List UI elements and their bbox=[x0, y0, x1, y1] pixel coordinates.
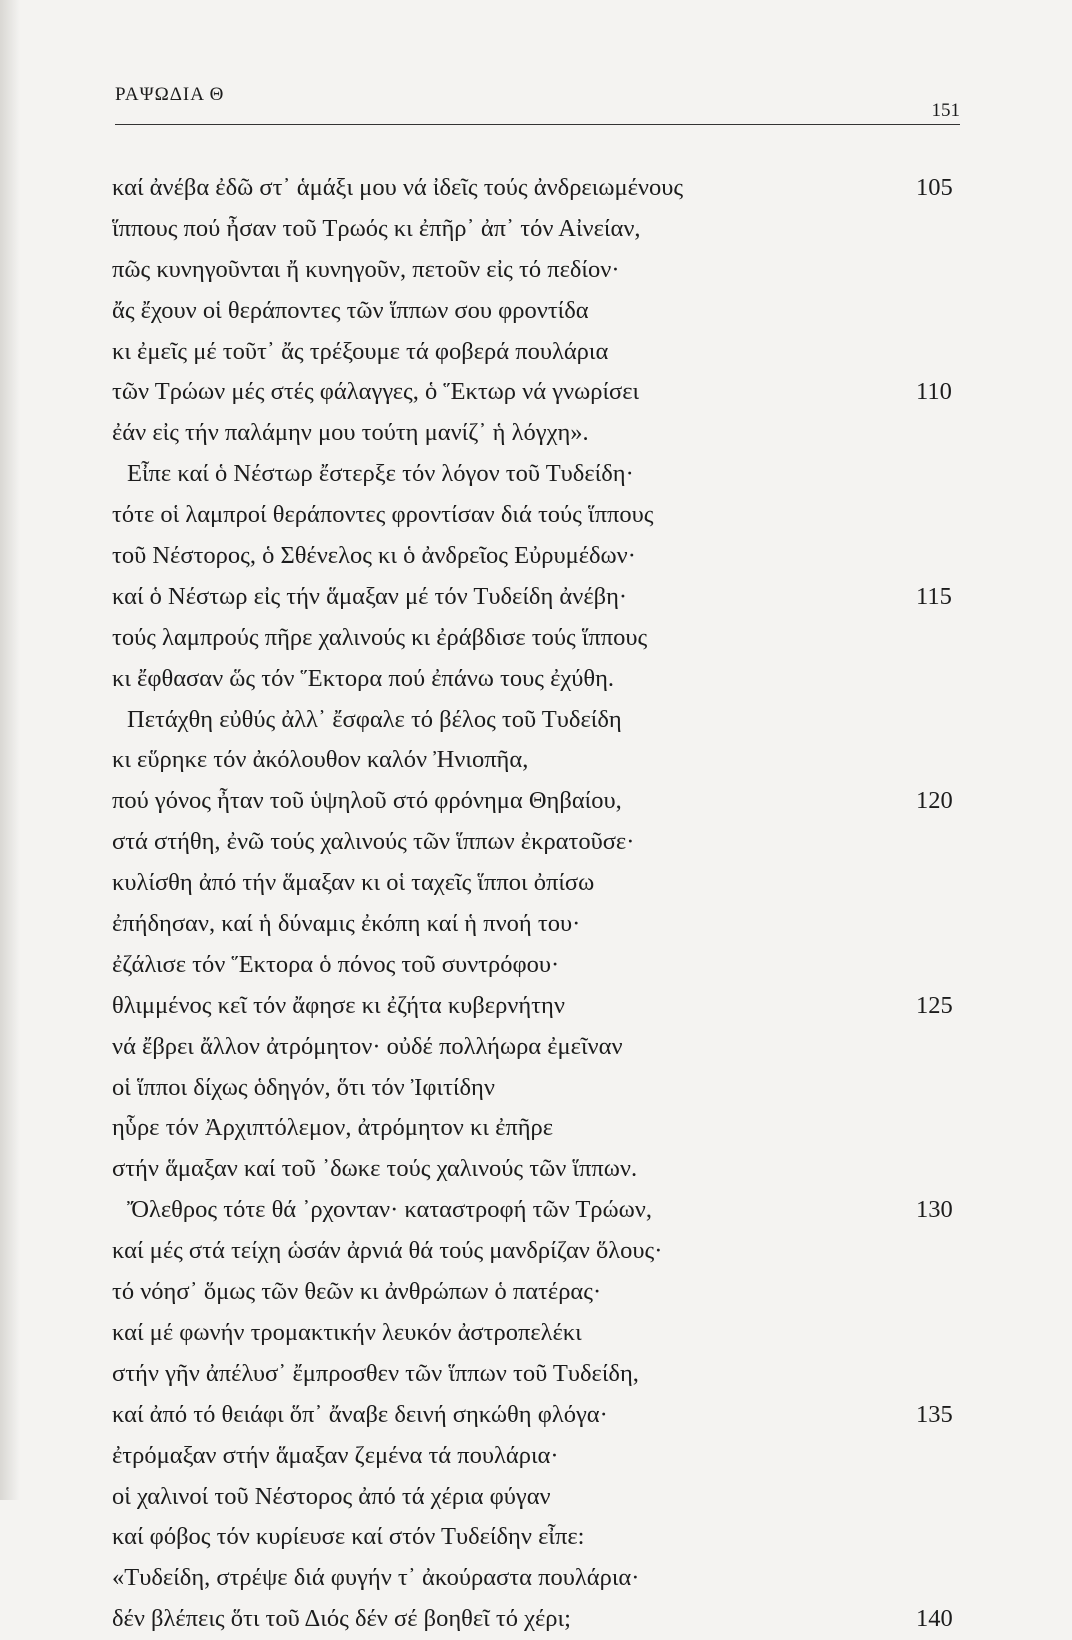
verse-line-text: ἵππους πού ἦσαν τοῦ Τρωός κι ἐπῆρ᾽ ἀπ᾽ τόν Αἰνείαν, bbox=[112, 214, 641, 242]
verse-line bbox=[0, 577, 1072, 618]
page-header bbox=[115, 84, 960, 124]
line-number: 105 bbox=[916, 174, 953, 201]
verse-line-text: καί μέ φωνήν τρομακτικήν λευκόν ἀστροπελέκι bbox=[112, 1318, 582, 1346]
line-number: 140 bbox=[916, 1605, 953, 1633]
verse-line-text: οἱ ἵπποι δίχως ὁδηγόν, ὅτι τόν Ἰφιτίδην bbox=[112, 1073, 495, 1101]
verse-line-text: στήν ἅμαξαν καί τοῦ ᾽δωκε τούς χαλινούς τῶν ἵππων. bbox=[112, 1155, 638, 1183]
verse-line-text: πού γόνος ἦταν τοῦ ὑψηλοῦ στό φρόνημα Θηβαίου, bbox=[112, 787, 622, 815]
verse-line bbox=[0, 495, 1072, 536]
verse-line bbox=[0, 1477, 1072, 1518]
verse-line bbox=[0, 618, 1072, 659]
verse-line bbox=[0, 986, 1072, 1027]
verse-line-text: τῶν Τρώων μές στές φάλαγγες, ὁ Ἕκτωρ νά γνωρίσει bbox=[112, 378, 640, 406]
header-rule bbox=[115, 124, 960, 125]
verse-line-text: πῶς κυνηγοῦνται ἤ κυνηγοῦν, πετοῦν εἰς τό πεδίον· bbox=[112, 255, 620, 283]
verse-line-text: τότε οἱ λαμπροί θεράποντες φροντίσαν διά τούς ἵππους bbox=[112, 501, 654, 529]
verse-line-text: καί ὁ Νέστωρ εἰς τήν ἅμαξαν μέ τόν Τυδείδη ἀνέβη· bbox=[112, 582, 628, 610]
verse-line-text: κυλίσθη ἀπό τήν ἅμαξαν κι οἱ ταχεῖς ἵπποι ὀπίσω bbox=[112, 869, 595, 897]
verse-line bbox=[0, 1272, 1072, 1313]
verse-line-text: Εἶπε καί ὁ Νέστωρ ἔστερξε τόν λόγον τοῦ Τυδείδη· bbox=[127, 460, 634, 488]
verse-line-text: καί φόβος τόν κυρίευσε καί στόν Τυδείδην εἶπε: bbox=[112, 1523, 585, 1551]
line-number: 135 bbox=[916, 1400, 953, 1428]
verse-line bbox=[0, 1354, 1072, 1395]
verse-line bbox=[0, 740, 1072, 781]
verse-line bbox=[0, 822, 1072, 863]
verse-line bbox=[0, 413, 1072, 454]
verse-line bbox=[0, 536, 1072, 577]
verse-line-text: ἐτρόμαξαν στήν ἅμαξαν ζεμένα τά πουλάρια· bbox=[112, 1441, 559, 1469]
page-number: 151 bbox=[931, 100, 960, 121]
verse-line bbox=[0, 781, 1072, 822]
verse-line bbox=[0, 1190, 1072, 1231]
verse-line bbox=[0, 372, 1072, 413]
verse-line-text: θλιμμένος κεῖ τόν ἄφησε κι ἐζήτα κυβερνήτην bbox=[112, 991, 565, 1019]
verse-line bbox=[0, 291, 1072, 332]
verse-line bbox=[0, 1599, 1072, 1640]
line-number: 120 bbox=[916, 787, 953, 815]
verse-line-text: ἐπήδησαν, καί ἡ δύναμις ἐκόπη καί ἡ πνοή του· bbox=[112, 910, 581, 938]
verse-line-text: κι ἐμεῖς μέ τοῦτ᾽ ἄς τρέξουμε τά φοβερά πουλάρια bbox=[112, 337, 609, 365]
verse-line-text: καί μές στά τείχη ὡσάν ἀρνιά θά τούς μανδρίζαν ὅλους· bbox=[112, 1237, 663, 1265]
verse-line bbox=[0, 1558, 1072, 1599]
verse-line bbox=[0, 168, 1072, 209]
verse-line bbox=[0, 1068, 1072, 1109]
verse-line bbox=[0, 1149, 1072, 1190]
verse-line-text: στήν γῆν ἀπέλυσ᾽ ἔμπροσθεν τῶν ἵππων τοῦ Τυδείδη, bbox=[112, 1359, 639, 1387]
verse-line bbox=[0, 209, 1072, 250]
verse-line bbox=[0, 863, 1072, 904]
verse-line bbox=[0, 454, 1072, 495]
verse-line-text: «Τυδείδη, στρέψε διά φυγήν τ᾽ ἀκούραστα πουλάρια· bbox=[112, 1564, 640, 1592]
verse-line bbox=[0, 700, 1072, 741]
verse-line-text: κι εὕρηκε τόν ἀκόλουθον καλόν Ἠνιοπῆα, bbox=[112, 746, 529, 774]
verse-line-text: τοῦ Νέστορος, ὁ Σθένελος κι ὁ ἀνδρεῖος Εὐρυμέδων· bbox=[112, 542, 636, 570]
running-head: ΡΑΨΩΔΙΑ Θ bbox=[115, 84, 225, 105]
verse-line bbox=[0, 1436, 1072, 1477]
verse-block bbox=[0, 168, 1072, 1640]
verse-line-text: ἐζάλισε τόν Ἕκτορα ὁ πόνος τοῦ συντρόφου· bbox=[112, 950, 560, 978]
verse-line-text: δέν βλέπεις ὅτι τοῦ Διός δέν σέ βοηθεῖ τό χέρι; bbox=[112, 1605, 571, 1633]
verse-line bbox=[0, 332, 1072, 373]
verse-line bbox=[0, 1027, 1072, 1068]
line-number: 115 bbox=[916, 582, 952, 610]
verse-line bbox=[0, 659, 1072, 700]
line-number: 130 bbox=[916, 1196, 953, 1224]
verse-line bbox=[0, 1108, 1072, 1149]
verse-line bbox=[0, 904, 1072, 945]
verse-line bbox=[0, 1517, 1072, 1558]
line-number: 125 bbox=[916, 991, 953, 1019]
verse-line-text: τό νόησ᾽ ὅμως τῶν θεῶν κι ἀνθρώπων ὁ πατέρας· bbox=[112, 1278, 602, 1306]
verse-line-text: καί ἀνέβα ἐδῶ στ᾽ ἁμάξι μου νά ἰδεῖς τούς ἀνδρειωμένους bbox=[112, 174, 684, 201]
line-number: 110 bbox=[916, 378, 952, 406]
verse-line-text: ἐάν εἰς τήν παλάμην μου τούτη μανίζ᾽ ἡ λόγχη». bbox=[112, 419, 589, 447]
verse-line-text: ηὗρε τόν Ἀρχιπτόλεμον, ἀτρόμητον κι ἐπῆρε bbox=[112, 1114, 554, 1142]
verse-line-text: καί ἀπό τό θειάφι ὅπ᾽ ἄναβε δεινή σηκώθη φλόγα· bbox=[112, 1400, 608, 1428]
verse-line-text: ἄς ἔχουν οἱ θεράποντες τῶν ἵππων σου φροντίδα bbox=[112, 296, 589, 324]
verse-line bbox=[0, 1231, 1072, 1272]
verse-line bbox=[0, 1313, 1072, 1354]
verse-line-text: τούς λαμπρούς πῆρε χαλινούς κι ἐράβδισε τούς ἵππους bbox=[112, 623, 648, 651]
verse-line-text: Πετάχθη εὐθύς ἀλλ᾽ ἔσφαλε τό βέλος τοῦ Τυδείδη bbox=[127, 705, 622, 733]
verse-line bbox=[0, 1395, 1072, 1436]
verse-line-text: Ὄλεθρος τότε θά ᾽ρχονταν· καταστροφή τῶν Τρώων, bbox=[127, 1196, 652, 1224]
verse-line bbox=[0, 250, 1072, 291]
verse-line-text: οἱ χαλινοί τοῦ Νέστορος ἀπό τά χέρια φύγαν bbox=[112, 1482, 551, 1510]
verse-line bbox=[0, 945, 1072, 986]
verse-line-text: νά ἔβρει ἄλλον ἀτρόμητον· οὐδέ πολλήωρα ἐμεῖναν bbox=[112, 1032, 623, 1060]
verse-line-text: κι ἔφθασαν ὥς τόν Ἕκτορα πού ἐπάνω τους ἐχύθη. bbox=[112, 664, 615, 692]
verse-line-text: στά στήθη, ἐνῶ τούς χαλινούς τῶν ἵππων ἐκρατοῦσε· bbox=[112, 828, 635, 856]
